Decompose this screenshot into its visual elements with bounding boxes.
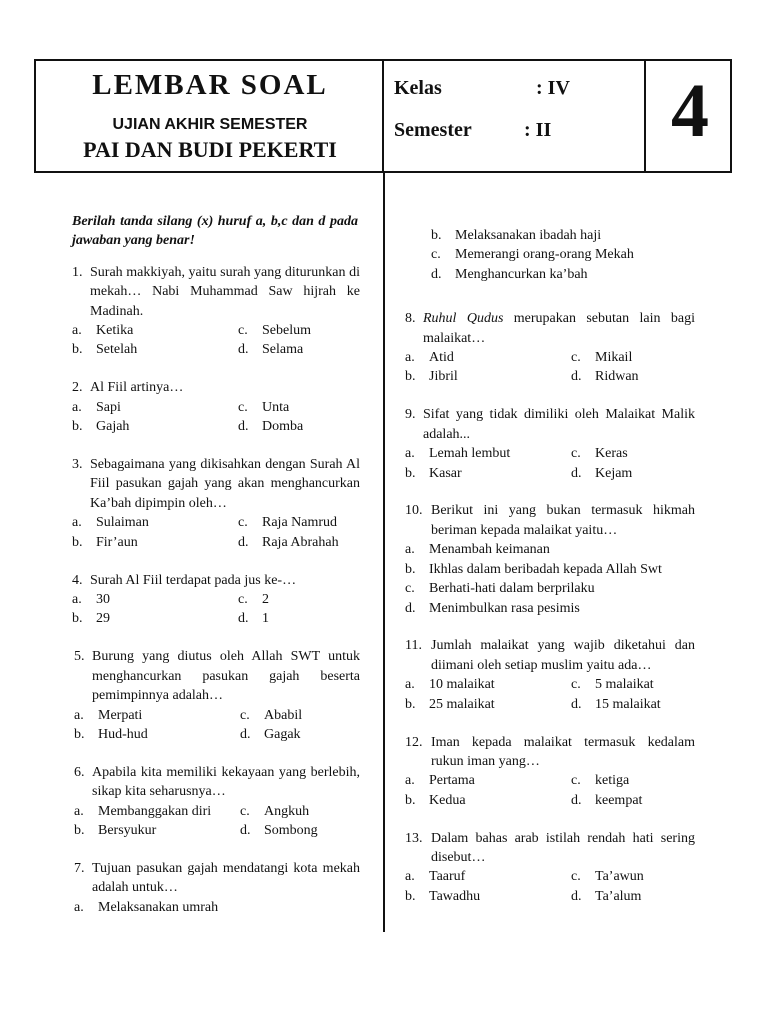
question-text-body: merupakan sebutan lain bagi malaikat… — [423, 311, 695, 346]
answer-option — [240, 706, 360, 725]
answer-option — [238, 513, 360, 532]
option-text: Unta — [262, 399, 290, 415]
header-number-cell — [648, 61, 732, 171]
option-letter: b. — [72, 419, 83, 435]
header-meta-cell — [386, 61, 646, 171]
option-letter: c. — [571, 773, 581, 789]
question-number: 8. — [405, 311, 416, 327]
option-letter: d. — [571, 696, 582, 712]
answer-option — [405, 560, 695, 579]
semester-row — [394, 119, 552, 142]
question-stem — [74, 647, 360, 705]
option-letter: c. — [238, 515, 248, 531]
question-number: 9. — [405, 407, 416, 423]
question-number: 11. — [405, 638, 422, 654]
question-text — [92, 763, 360, 802]
answer-options — [405, 867, 695, 906]
option-text: Ketika — [96, 323, 134, 339]
answer-options — [74, 706, 360, 745]
question-number: 5. — [74, 649, 85, 665]
exam-type: UJIAN AKHIR SEMESTER — [112, 116, 308, 133]
option-letter: a. — [74, 707, 84, 723]
answer-option — [405, 579, 695, 598]
answer-option — [72, 321, 238, 340]
kelas-row — [394, 77, 570, 100]
answer-option — [431, 265, 695, 284]
kelas-value: : IV — [536, 77, 570, 99]
answer-option — [405, 695, 571, 714]
option-letter: d. — [238, 611, 249, 627]
option-text: Selama — [262, 342, 304, 358]
option-text: Hud-hud — [98, 726, 148, 742]
option-letter: a. — [72, 399, 82, 415]
answer-option — [72, 609, 238, 628]
answer-option — [405, 599, 695, 618]
question-text — [431, 733, 695, 772]
option-letter: a. — [72, 592, 82, 607]
option-text: 15 malaikat — [595, 696, 661, 712]
option-letter: a. — [405, 677, 415, 693]
answer-option — [405, 675, 571, 694]
option-text: Ta’awun — [595, 869, 644, 885]
answer-option — [571, 367, 695, 386]
option-letter: b. — [405, 369, 416, 385]
question-text — [423, 405, 695, 444]
answer-option — [571, 867, 695, 886]
option-letter: c. — [571, 350, 581, 366]
option-letter: a. — [72, 323, 82, 339]
option-text: Keras — [595, 446, 628, 462]
answer-options — [405, 540, 695, 618]
option-text: Ta’alum — [595, 888, 642, 904]
option-letter: a. — [405, 542, 415, 558]
answer-option — [74, 898, 360, 917]
header-box — [34, 59, 732, 173]
option-letter: d. — [431, 266, 442, 282]
question-stem — [405, 636, 695, 675]
answer-option — [431, 226, 695, 245]
option-letter: d. — [571, 465, 582, 481]
question-text — [90, 263, 360, 321]
question-text — [431, 501, 695, 540]
semester-value: : II — [524, 119, 552, 141]
option-text: Sulaiman — [96, 515, 149, 531]
option-text: Mikail — [595, 350, 633, 366]
question-text-body: Sebagaimana yang dikisahkan dengan Surah Al Fiil pasukan gajah yang akan menghancurkan Ka’bah dipimpin oleh… — [90, 457, 360, 511]
question-text-body: Jumlah malaikat yang wajib diketahui dan diimani oleh setiap muslim yaitu ada… — [431, 638, 695, 673]
option-letter: b. — [405, 696, 416, 712]
option-text: ketiga — [595, 773, 630, 789]
option-letter: b. — [405, 792, 416, 808]
option-letter: d. — [240, 726, 251, 742]
question-stem — [74, 859, 360, 898]
question-item — [405, 829, 695, 907]
option-letter: d. — [238, 419, 249, 435]
question-item — [405, 309, 695, 387]
option-letter: b. — [74, 823, 85, 839]
option-text: Kasar — [429, 465, 462, 481]
question-number: 2. — [72, 380, 83, 396]
option-text: Ababil — [264, 707, 303, 723]
option-letter: a. — [74, 899, 84, 915]
answer-option — [238, 398, 360, 417]
answer-option — [238, 417, 360, 436]
page-title: LEMBAR SOAL — [92, 69, 328, 101]
option-letter: d. — [238, 534, 249, 550]
kelas-label: Kelas — [394, 77, 442, 99]
option-text: 1 — [262, 611, 269, 627]
answer-option — [405, 464, 571, 483]
option-text: Gajah — [96, 419, 130, 435]
answer-options — [405, 348, 695, 387]
answer-option — [72, 340, 238, 359]
answer-option — [405, 867, 571, 886]
option-letter: c. — [431, 247, 441, 263]
option-letter: c. — [571, 869, 581, 885]
answer-option — [571, 444, 695, 463]
option-letter: c. — [238, 399, 248, 415]
answer-option — [72, 398, 238, 417]
option-text: Fir’aun — [96, 534, 138, 550]
answer-option — [74, 821, 240, 840]
question-text — [90, 378, 360, 397]
option-text: Kedua — [429, 792, 466, 808]
option-text: Sapi — [96, 399, 121, 415]
option-text: Merpati — [98, 707, 143, 723]
answer-option — [238, 609, 360, 628]
answer-option — [240, 725, 360, 744]
option-letter: b. — [72, 611, 83, 627]
question-stem — [405, 309, 695, 348]
option-text: Kejam — [595, 465, 633, 481]
option-text: Melaksanakan umrah — [98, 899, 219, 915]
question-item — [405, 636, 695, 714]
option-text: 2 — [262, 592, 269, 607]
option-letter: d. — [571, 792, 582, 808]
option-letter: c. — [240, 803, 250, 819]
option-letter: d. — [240, 823, 251, 839]
question-number: 4. — [72, 572, 83, 588]
question-text-body: Al Fiil artinya… — [90, 380, 184, 396]
question-text-body: Dalam bahas arab istilah rendah hati sering disebut… — [431, 830, 695, 866]
option-text: Raja Abrahah — [262, 534, 339, 550]
option-letter: c. — [571, 677, 581, 693]
question-text-body: Burung yang diutus oleh Allah SWT untuk menghancurkan pasukan gajah beserta pemimpinnya adalah… — [92, 649, 360, 704]
question-text-body: Berikut ini yang bukan termasuk hikmah beriman kepada malaikat yaitu… — [431, 503, 695, 538]
answer-option — [238, 321, 360, 340]
option-text: Ridwan — [595, 369, 639, 385]
option-text: Memerangi orang-orang Mekah — [455, 247, 634, 263]
option-letter: b. — [405, 465, 416, 481]
answer-option — [72, 533, 238, 552]
answer-options — [72, 513, 360, 552]
option-text: Bersyukur — [98, 823, 157, 839]
answer-option — [238, 340, 360, 359]
question-number: 3. — [72, 457, 83, 473]
option-letter: c. — [238, 323, 248, 339]
subject-name: PAI DAN BUDI PEKERTI — [83, 137, 337, 162]
answer-option — [571, 887, 695, 906]
question-text-body: Apabila kita memiliki kekayaan yang berlebih, sikap kita seharusnya… — [92, 764, 360, 800]
question-number: 10. — [405, 503, 423, 519]
question-item — [405, 733, 695, 811]
answer-option — [571, 348, 695, 367]
option-text: Jibril — [429, 369, 458, 385]
question-text — [431, 636, 695, 675]
option-text: Setelah — [96, 342, 138, 358]
option-text: 30 — [96, 592, 110, 607]
header-title-cell — [36, 61, 384, 171]
question-stem — [72, 378, 360, 397]
question-item — [72, 378, 360, 436]
question-item — [72, 455, 360, 552]
option-text: Angkuh — [264, 803, 310, 819]
question-number: 12. — [405, 734, 423, 750]
option-letter: a. — [74, 803, 84, 819]
answer-option — [72, 590, 238, 609]
question-number: 1. — [72, 264, 83, 280]
answer-option — [571, 675, 695, 694]
option-text: Lemah lembut — [429, 446, 511, 462]
question-item — [72, 859, 360, 917]
column-divider — [383, 172, 385, 932]
answer-option — [405, 348, 571, 367]
question-text — [92, 859, 360, 898]
option-letter: a. — [405, 773, 415, 789]
question-stem — [405, 829, 695, 868]
option-text: 29 — [96, 611, 110, 627]
answer-option — [571, 791, 695, 810]
semester-label: Semester — [394, 119, 472, 141]
option-letter: b. — [405, 561, 416, 577]
option-text: 5 malaikat — [595, 677, 654, 693]
question-text — [90, 455, 360, 513]
option-text: Gagak — [264, 726, 301, 742]
answer-options — [405, 675, 695, 714]
option-letter: d. — [571, 369, 582, 385]
option-text: 10 malaikat — [429, 677, 495, 693]
answer-option — [238, 590, 360, 609]
answer-options — [405, 444, 695, 483]
question-stem — [72, 571, 360, 590]
question-7-continued-options — [405, 226, 695, 284]
answer-options — [74, 802, 360, 841]
left-column — [72, 212, 360, 936]
option-text: Menambah keimanan — [429, 542, 550, 558]
answer-options — [72, 398, 360, 437]
answer-option — [240, 821, 360, 840]
question-number: 13. — [405, 830, 423, 846]
option-text: Sombong — [264, 823, 318, 839]
question-text — [423, 309, 695, 348]
answer-options — [74, 898, 360, 917]
answer-option — [405, 444, 571, 463]
answer-option — [72, 513, 238, 532]
question-text-body: Sifat yang tidak dimiliki oleh Malaikat Malik adalah... — [423, 407, 695, 442]
option-letter: b. — [74, 726, 85, 742]
question-text-body: Surah Al Fiil terdapat pada jus ke-… — [90, 572, 297, 588]
option-text: Taaruf — [429, 869, 466, 885]
option-letter: c. — [238, 592, 248, 607]
option-text: Sebelum — [262, 323, 311, 339]
question-item — [72, 763, 360, 841]
answer-option — [405, 771, 571, 790]
right-column — [405, 226, 695, 925]
answer-option — [405, 367, 571, 386]
option-letter: b. — [72, 534, 83, 550]
option-text: keempat — [595, 792, 643, 808]
answer-options — [72, 321, 360, 360]
option-letter: d. — [571, 888, 582, 904]
option-text: Atid — [429, 350, 454, 366]
option-text: Menghancurkan ka’bah — [455, 266, 588, 282]
question-item — [72, 571, 360, 629]
option-letter: c. — [405, 581, 415, 597]
question-stem — [74, 763, 360, 802]
option-letter: a. — [405, 446, 415, 462]
option-letter: a. — [405, 350, 415, 366]
question-stem — [405, 733, 695, 772]
question-stem — [72, 263, 360, 321]
option-letter: c. — [240, 707, 250, 723]
answer-option — [74, 706, 240, 725]
question-stem — [405, 405, 695, 444]
option-letter: a. — [72, 515, 82, 531]
question-item — [72, 647, 360, 744]
option-text: Membanggakan diri — [98, 803, 212, 819]
instruction-text: Berilah tanda silang (x) huruf a, b,c dan d pada jawaban yang benar! — [72, 214, 358, 249]
question-term: Ruhul Qudus — [423, 311, 504, 327]
option-text: Melaksanakan ibadah haji — [455, 228, 602, 243]
option-text: Ikhlas dalam beribadah kepada Allah Swt — [429, 561, 662, 577]
question-item — [405, 501, 695, 617]
answer-option — [571, 771, 695, 790]
question-text — [431, 829, 695, 868]
question-stem — [405, 501, 695, 540]
option-letter: b. — [72, 342, 83, 358]
answer-option — [431, 245, 695, 264]
answer-option — [238, 533, 360, 552]
answer-option — [240, 802, 360, 821]
answer-option — [405, 887, 571, 906]
answer-option — [74, 802, 240, 821]
question-item — [72, 263, 360, 360]
answer-option — [405, 791, 571, 810]
question-text — [92, 647, 360, 705]
option-letter: c. — [571, 446, 581, 462]
question-item — [405, 405, 695, 483]
option-text: Domba — [262, 419, 304, 435]
option-letter: b. — [405, 888, 416, 904]
answer-option — [405, 540, 695, 559]
page-number: 4 — [671, 69, 709, 153]
question-number: 6. — [74, 764, 85, 780]
answer-option — [74, 725, 240, 744]
option-text: Tawadhu — [429, 888, 481, 904]
option-text: Pertama — [429, 773, 475, 789]
option-letter: d. — [238, 342, 249, 358]
option-letter: b. — [431, 228, 442, 243]
question-stem — [72, 455, 360, 513]
answer-options — [405, 771, 695, 810]
option-text: Berhati-hati dalam berprilaku — [429, 581, 595, 597]
option-letter: d. — [405, 600, 416, 616]
option-text: Raja Namrud — [262, 515, 338, 531]
option-letter: a. — [405, 869, 415, 885]
option-text: 25 malaikat — [429, 696, 495, 712]
question-text-body: Tujuan pasukan gajah mendatangi kota mekah adalah untuk… — [92, 860, 360, 896]
answer-option — [571, 695, 695, 714]
option-text: Menimbulkan rasa pesimis — [429, 600, 580, 616]
question-text-body: Iman kepada malaikat termasuk kedalam rukun iman yang… — [431, 734, 695, 769]
question-text-body: Surah makkiyah, yaitu surah yang diturunkan di mekah… Nabi Muhammad Saw hijrah ke Madinah. — [90, 264, 360, 319]
answer-options — [72, 590, 360, 629]
answer-option — [72, 417, 238, 436]
question-text — [90, 571, 360, 590]
question-number: 7. — [74, 860, 85, 876]
answer-option — [571, 464, 695, 483]
